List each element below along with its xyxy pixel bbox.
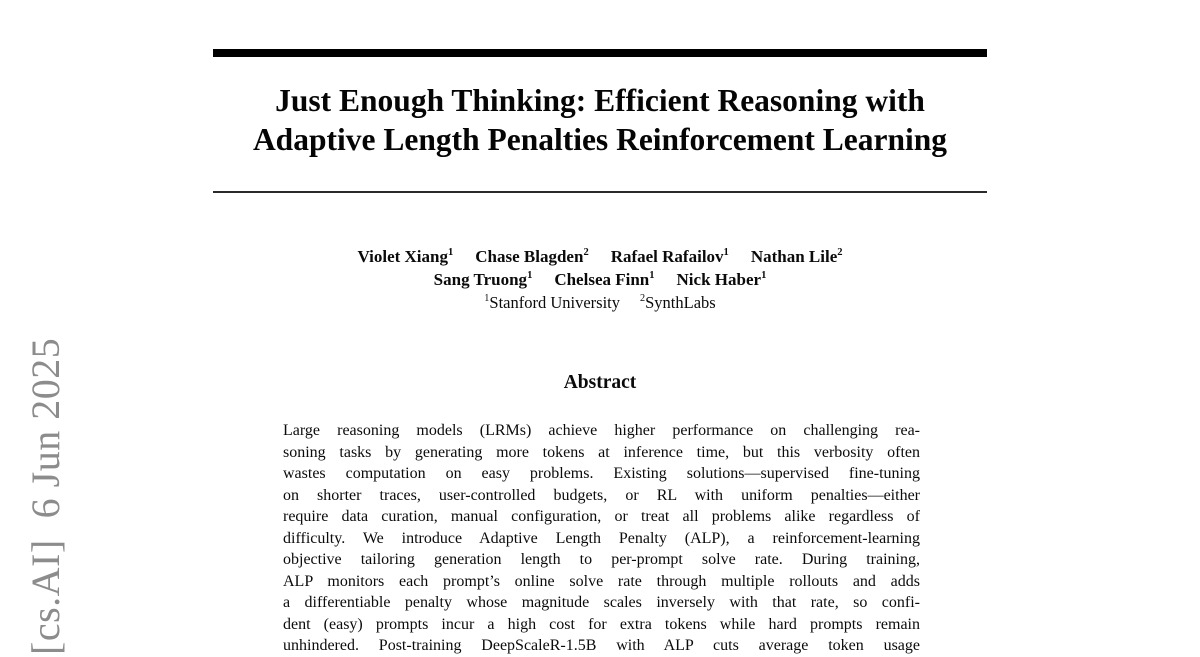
author-name: Rafael Rafailov [610, 247, 724, 266]
abstract-heading: Abstract [563, 372, 637, 393]
arxiv-sidebar-text: [cs.AI] 6 Jun 2025 [23, 337, 68, 655]
paper-title-line1: Just Enough Thinking: Efficient Reasoning with [275, 83, 925, 118]
affiliation-name: SynthLabs [645, 293, 716, 312]
abstract-line: require data curation, manual configuration, or treat all problems alike regardless of [283, 508, 920, 525]
author-name: Chelsea Finn [554, 270, 650, 289]
abstract-line: objective tailoring generation length to per-prompt solve rate. During training, [283, 551, 920, 568]
abstract-line: unhindered. Post-training DeepScaleR-1.5B with ALP cuts average token usage [283, 637, 920, 654]
abstract-line: a differentiable penalty whose magnitude scales inversely with that rate, so confi- [283, 594, 920, 611]
author-nathan-lile [751, 247, 843, 266]
author-row-2 [113, 268, 1087, 291]
abstract-text [283, 420, 920, 657]
author-name: Nick Haber [676, 270, 762, 289]
author-name: Violet Xiang [357, 247, 448, 266]
paper-title [183, 81, 1017, 159]
author-affiliation-sup: 1 [761, 269, 767, 281]
author-block [113, 245, 1087, 314]
affiliation-sup: 1 [484, 293, 490, 304]
abstract-line: dent (easy) prompts incur a high cost for extra tokens while hard prompts remain [283, 615, 920, 633]
author-rafael-rafailov [611, 247, 729, 266]
author-affiliation-sup: 1 [723, 246, 729, 258]
abstract-line: soning tasks by generating more tokens at inference time, but this verbosity often [283, 443, 920, 461]
title-rule-bottom [213, 191, 987, 193]
author-row-1 [113, 245, 1087, 268]
abstract-line: wastes computation on easy problems. Existing solutions—supervised fine-tuning [283, 465, 920, 482]
author-affiliation-sup: 1 [649, 269, 655, 281]
abstract-line: Large reasoning models (LRMs) achieve higher performance on challenging rea- [283, 422, 920, 439]
paper-title-line2: Adaptive Length Penalties Reinforcement Learning [252, 122, 948, 157]
author-affiliation-sup: 2 [837, 246, 843, 258]
author-affiliation-sup: 1 [448, 246, 454, 258]
author-name: Nathan Lile [750, 247, 838, 266]
title-rule-top [213, 49, 987, 57]
author-nick-haber [677, 270, 767, 289]
affiliation-sup: 2 [640, 293, 646, 304]
author-chelsea-finn [554, 270, 654, 289]
abstract-line: on shorter traces, user-controlled budgets, or RL with uniform penalties—either [283, 486, 920, 504]
author-chase-blagden [475, 247, 588, 266]
author-sang-truong [434, 270, 533, 289]
author-violet-xiang [357, 247, 453, 266]
author-affiliation-sup: 1 [527, 269, 533, 281]
author-affiliation-sup: 2 [583, 246, 589, 258]
affiliation-synthlabs [640, 293, 716, 312]
abstract-line: ALP monitors each prompt’s online solve rate through multiple rollouts and adds [283, 572, 920, 590]
affiliations-row [113, 291, 1087, 314]
affiliation-name: Stanford University [489, 293, 620, 312]
affiliation-stanford [484, 293, 620, 312]
author-name: Sang Truong [433, 270, 528, 289]
author-name: Chase Blagden [475, 247, 584, 266]
abstract-line: difficulty. We introduce Adaptive Length Penalty (ALP), a reinforcement-learning [283, 529, 920, 547]
